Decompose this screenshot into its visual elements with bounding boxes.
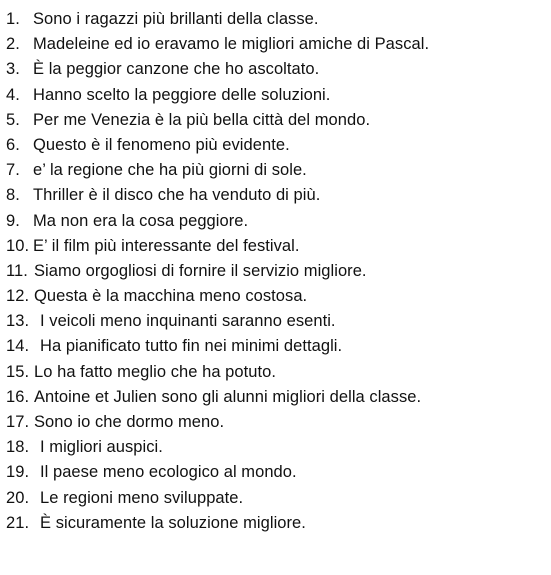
list-item [6, 410, 429, 435]
item-number: 6. [6, 135, 20, 154]
item-number: 7. [6, 161, 20, 180]
list-item [6, 460, 429, 485]
item-number: 2. [6, 35, 20, 54]
list-item [6, 83, 429, 108]
list-item [6, 108, 429, 133]
item-number: 3. [6, 60, 20, 79]
item-text: Antoine et Julien sono gli alunni migliori della classe. [34, 387, 422, 406]
item-number: 14. [6, 337, 30, 356]
item-text: Thriller è il disco che ha venduto di più. [33, 186, 321, 205]
item-text: Lo ha fatto meglio che ha potuto. [34, 362, 276, 381]
list-item [6, 57, 429, 82]
item-text: e’ la regione che ha più giorni di sole. [33, 161, 307, 180]
list-item [6, 486, 429, 511]
item-text: I veicoli meno inquinanti saranno esenti. [40, 312, 336, 331]
list-item [6, 435, 429, 460]
item-number: 8. [6, 186, 20, 205]
item-number: 21. [6, 513, 30, 532]
item-text: E’ il film più interessante del festival. [33, 236, 300, 255]
list-item [6, 284, 429, 309]
list-item [6, 334, 429, 359]
list-item [6, 32, 429, 57]
item-text: Le regioni meno sviluppate. [40, 488, 244, 507]
item-text: I migliori auspici. [40, 438, 163, 457]
item-number: 17. [6, 413, 30, 431]
item-number: 4. [6, 85, 20, 104]
item-text: Hanno scelto la peggiore delle soluzioni. [33, 85, 331, 104]
list-item [6, 511, 429, 536]
item-number: 9. [6, 211, 20, 230]
list-item [6, 309, 429, 334]
item-number: 10. [6, 236, 30, 255]
item-text: Ma non era la cosa peggiore. [33, 211, 249, 230]
item-text: Per me Venezia è la più bella città del mondo. [33, 110, 371, 129]
item-number: 11. [6, 261, 28, 280]
item-number: 13. [6, 312, 30, 331]
item-number: 1. [6, 10, 20, 28]
item-text: Ha pianificato tutto fin nei minimi dettagli. [40, 337, 343, 356]
list-item [6, 234, 429, 259]
list-item [6, 158, 429, 183]
item-text: Sono io che dormo meno. [34, 413, 225, 431]
item-text: Madeleine ed io eravamo le migliori amiche di Pascal. [33, 35, 430, 54]
list-item [6, 360, 429, 385]
item-text: Questa è la macchina meno costosa. [34, 287, 308, 306]
item-text: Sono i ragazzi più brillanti della classe. [33, 10, 319, 28]
list-item [6, 259, 429, 284]
item-text: Il paese meno ecologico al mondo. [40, 463, 297, 482]
item-number: 12. [6, 287, 30, 306]
list-item [6, 7, 429, 32]
item-text: È la peggior canzone che ho ascoltato. [33, 60, 320, 79]
item-number: 18. [6, 438, 30, 457]
item-number: 16. [6, 387, 30, 406]
item-text: Questo è il fenomeno più evidente. [33, 135, 290, 154]
item-number: 5. [6, 110, 20, 129]
item-number: 15. [6, 362, 30, 381]
item-number: 20. [6, 488, 30, 507]
list-item [6, 209, 429, 234]
list-item [6, 133, 429, 158]
item-text: Siamo orgogliosi di fornire il servizio migliore. [34, 261, 367, 280]
sentence-list [6, 7, 429, 536]
list-item [6, 385, 429, 410]
item-text: È sicuramente la soluzione migliore. [40, 513, 306, 532]
item-number: 19. [6, 463, 30, 482]
list-item [6, 183, 429, 208]
